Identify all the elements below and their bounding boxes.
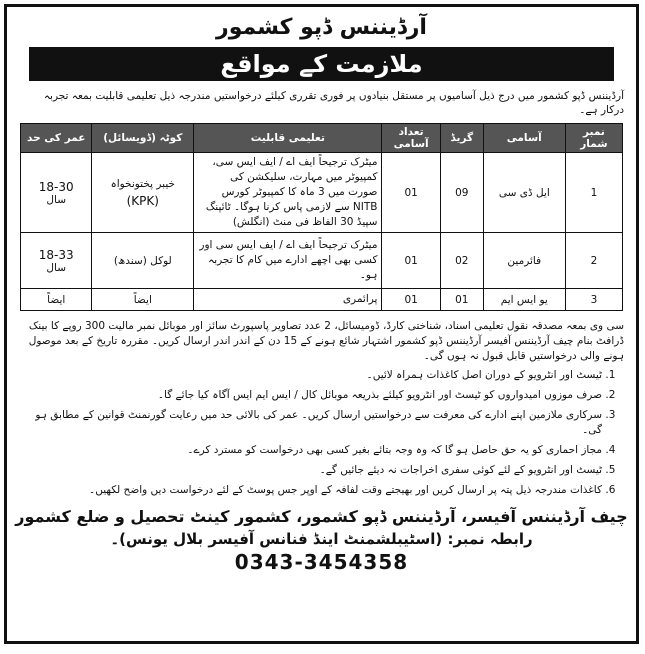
quota-label: خیبر پختونخواہ (110, 177, 176, 190)
contact-line: رابطہ نمبر: (اسٹیبلشمنٹ اینڈ فنانس آفیسر بلال یونس)۔ (110, 530, 533, 548)
cell-quota (92, 153, 194, 233)
age-unit: سال (46, 261, 67, 274)
table-row (21, 153, 623, 233)
cell-count: 01 (382, 233, 440, 289)
cell-grade: 02 (440, 233, 483, 289)
list-item: 4. مجاز احماری کو یہ حق حاصل ہو گا کہ وہ وجہ بتائے بغیر کسی بھی درخواست کو مسترد کرے۔ (19, 443, 602, 458)
postal-address: چیف آرڈیننس آفیسر، آرڈیننس ڈپو کشمور، کشمور کینٹ تحصیل و ضلع کشمور (15, 507, 628, 526)
cell-grade: 01 (440, 289, 483, 311)
col-header-grade: گریڈ (440, 124, 483, 153)
cell-quota: ایضاً (92, 289, 194, 311)
quota-label: لوکل (سندھ) (113, 254, 172, 267)
cell-age (21, 233, 92, 289)
age-range: 18-33 (38, 247, 74, 262)
list-item: 1. ٹیسٹ اور انٹرویو کے دوران اصل کاغذات ہمراہ لائیں۔ (19, 368, 602, 383)
cell-serial: 2 (565, 233, 622, 289)
list-item: 2. صرف موزوں امیدواروں کو ٹیسٹ اور انٹرویو کیلئے بذریعہ موبائل کال / ایس ایم ایس آگاہ کیا جائے گا۔ (19, 388, 602, 403)
cell-age: ایضاً (21, 289, 92, 311)
table-header-row (21, 124, 623, 153)
cell-quota (92, 233, 194, 289)
age-range: 18-30 (38, 179, 74, 194)
intro-text: آرڈیننس ڈپو کشمور میں درج ذیل آسامیوں پر مستقل بنیادوں پر فوری تقرری کیلئے درخواستیں مندرجہ ذیل تعلیمی قابلیت بمعہ تجربہ درکار ہے۔ (43, 90, 624, 116)
table-row (21, 233, 623, 289)
col-header-serial: نمبر شمار (565, 124, 622, 153)
col-header-post: آسامی (483, 124, 565, 153)
age-unit: سال (46, 193, 67, 206)
list-item: 3. سرکاری ملازمین اپنے ادارے کی معرفت سے درخواستیں ارسال کریں۔ عمر کی بالائی حد میں رعایت گورنمنٹ قوانین کے مطابق ہو گی۔ (19, 408, 602, 438)
cell-qualification: پرائمری (194, 289, 382, 311)
cell-post: ایل ڈی سی (483, 153, 565, 233)
cell-count: 01 (382, 289, 440, 311)
depot-title: آرڈیننس ڈپو کشمور (216, 15, 427, 40)
jobs-banner: ملازمت کے مواقع (29, 47, 614, 81)
list-item: 5. ٹیسٹ اور انٹرویو کے لئے کوئی سفری اخراجات نہ دیئے جائیں گے۔ (19, 463, 602, 478)
phone-number: 0343-3454358 (234, 550, 409, 574)
cell-qualification: میٹرک ترجیحاً ایف اے / ایف ایس سی، کمپیوٹر میں مہارت، سلیکشن کی صورت میں 3 ماہ کا کمپیوٹر کورس NITB سے لازمی پاس کرنا ہوگا۔ ٹائپنگ سپیڈ 30 الفاظ فی منٹ (انگلش) (194, 153, 382, 233)
list-item: 6. کاغذات مندرجہ ذیل پتہ پر ارسال کریں اور بھیجتے وقت لفافہ کے اوپر جس پوسٹ کے لئے درخواست دیں واضح لکھیں۔ (19, 483, 602, 498)
vacancies-table (20, 123, 623, 311)
col-header-count: تعداد آسامی (382, 124, 440, 153)
quota-sub-label: (KPK) (126, 193, 159, 208)
notes-list (19, 368, 624, 498)
col-header-qualification: تعلیمی قابلیت (194, 124, 382, 153)
cell-qualification: میٹرک ترجیحاً ایف اے / ایف ایس سی اور کسی بھی اچھے ادارے میں کام کا تجربہ ہو۔ (194, 233, 382, 289)
footer (7, 506, 636, 574)
application-conditions: سی وی بمعہ مصدقہ نقول تعلیمی اسناد، شناختی کارڈ، ڈومیسائل، 2 عدد تصاویر پاسپورٹ سائز اور موبائل نمبر مالیت 300 روپے کا بینک ڈرافٹ بنام چیف آرڈیننس آفیسر آرڈیننس ڈپو کشمور اشتہار شائع ہونے کے 15 دن کے اندر اندر ارسال کریں۔ مقررہ تاریخ کے بعد موصول ہونے والی درخواستیں قابل قبول نہ ہوں گی۔ (28, 320, 624, 362)
cell-post: فائرمین (483, 233, 565, 289)
cell-grade: 09 (440, 153, 483, 233)
cell-age (21, 153, 92, 233)
table-row (21, 289, 623, 311)
col-header-quota: کوٹہ (ڈویسائل) (92, 124, 194, 153)
cell-post: یو ایس ایم (483, 289, 565, 311)
cell-serial: 3 (565, 289, 622, 311)
cell-count: 01 (382, 153, 440, 233)
advertisement-page (4, 4, 639, 644)
col-header-age: عمر کی حد (21, 124, 92, 153)
cell-serial: 1 (565, 153, 622, 233)
